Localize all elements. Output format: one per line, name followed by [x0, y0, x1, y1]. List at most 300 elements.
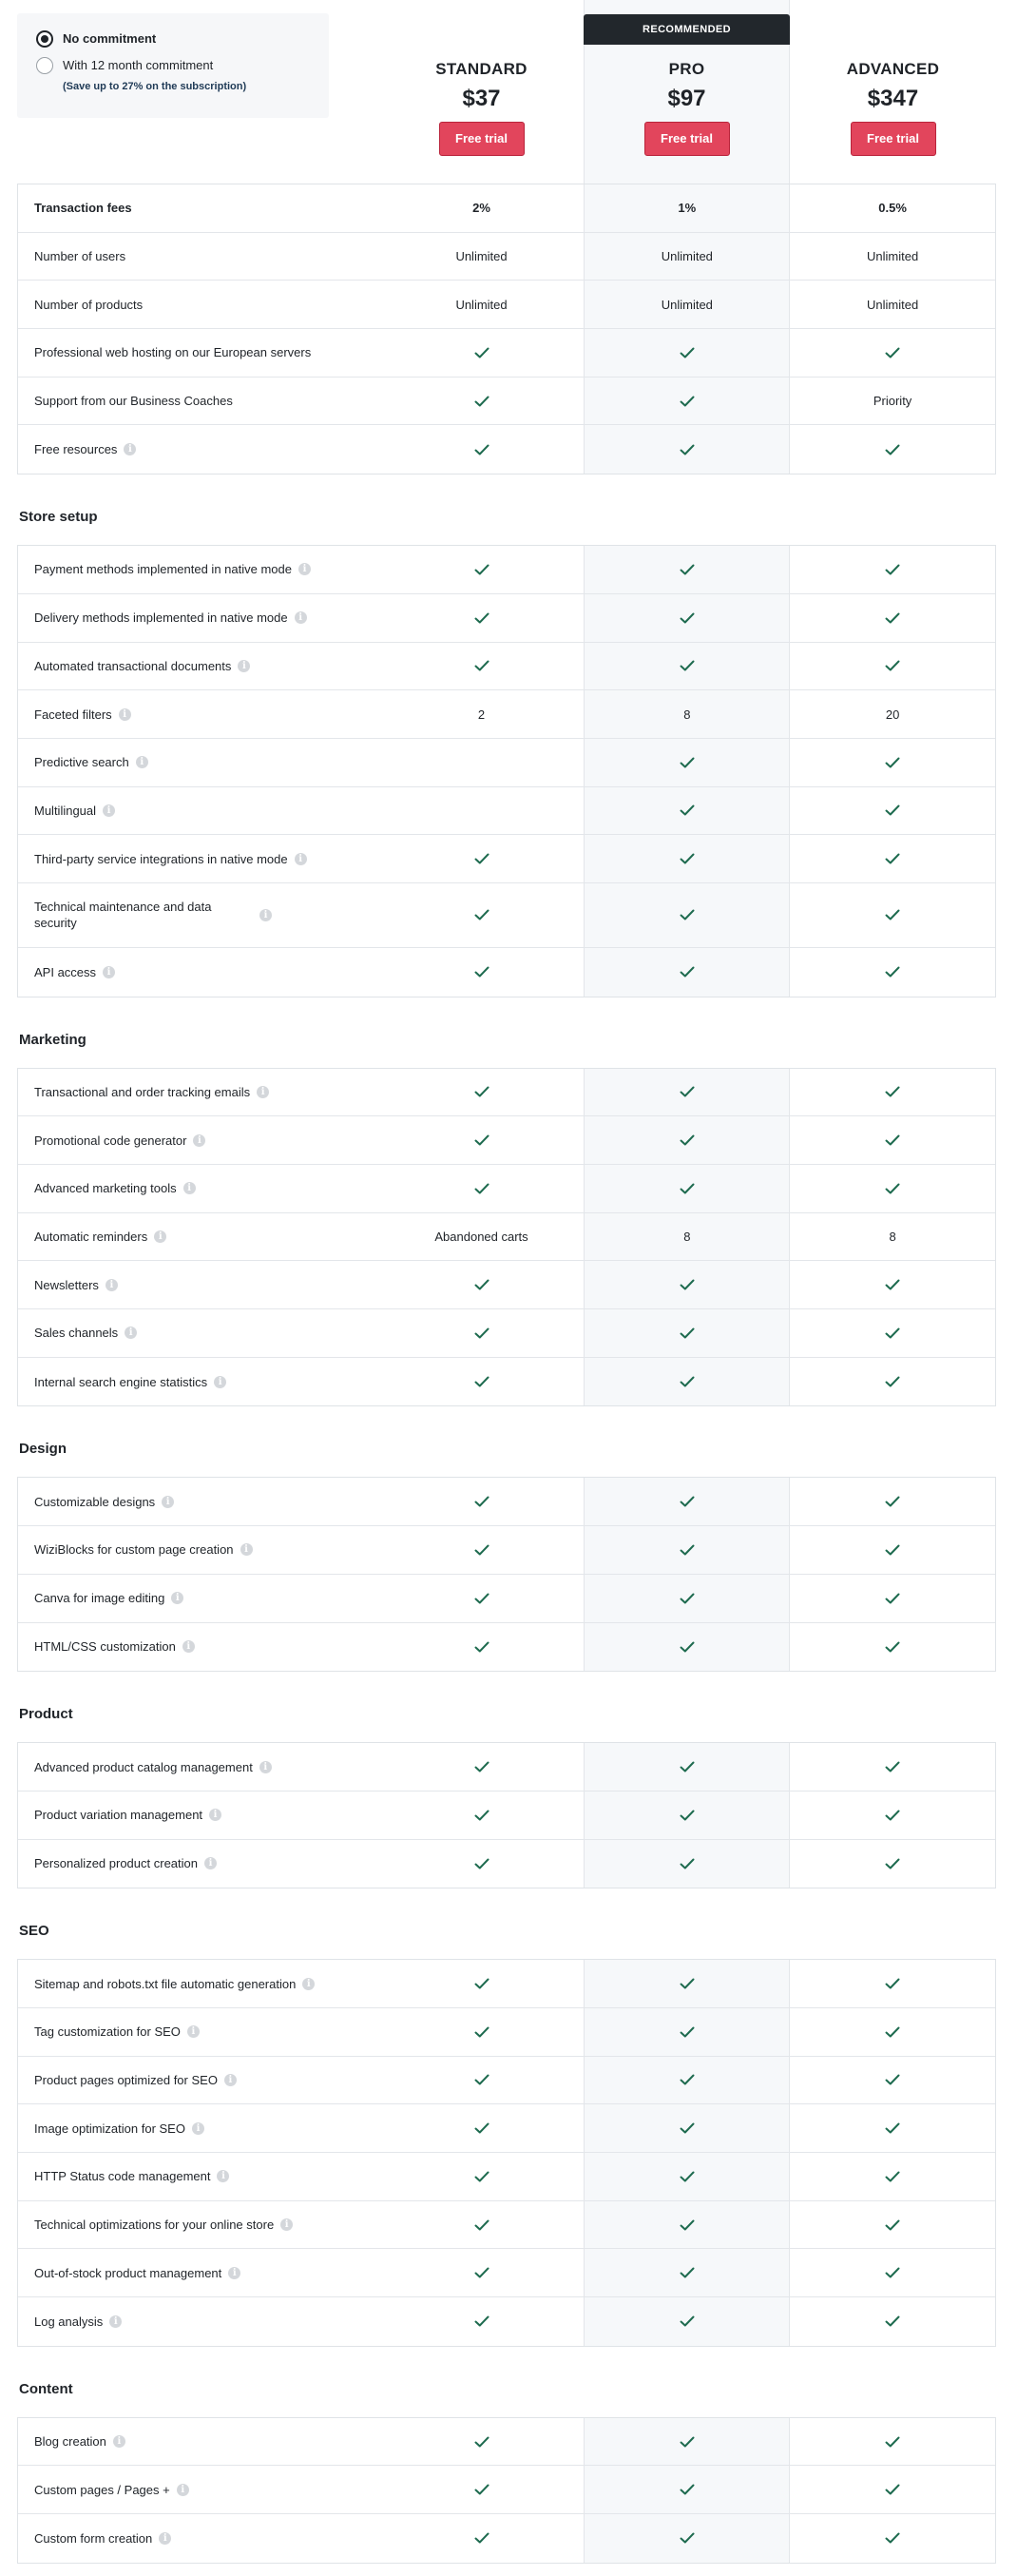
check-icon — [680, 1496, 695, 1507]
value-text: 8 — [683, 707, 691, 722]
check-icon — [474, 1978, 489, 1989]
check-icon — [680, 347, 695, 358]
info-icon[interactable]: i — [136, 756, 148, 768]
feature-value-pro — [584, 2297, 790, 2346]
check-icon — [885, 853, 900, 864]
feature-name-cell — [18, 1165, 379, 1212]
feature-name-cell — [18, 1743, 379, 1791]
check-icon — [680, 1761, 695, 1772]
check-icon — [474, 1858, 489, 1869]
feature-value-standard — [379, 739, 585, 786]
check-icon — [474, 1761, 489, 1772]
info-icon[interactable]: i — [259, 1761, 272, 1773]
check-icon — [680, 1327, 695, 1339]
feature-table — [17, 184, 996, 475]
check-icon — [680, 1086, 695, 1097]
feature-name: Customizable designs — [34, 1494, 156, 1509]
check-icon — [885, 909, 900, 920]
feature-name: HTTP Status code management — [34, 2169, 211, 2184]
feature-value-standard — [379, 2466, 585, 2513]
info-icon[interactable]: i — [298, 563, 311, 575]
table-row — [18, 2008, 995, 2057]
check-icon — [680, 2026, 695, 2038]
feature-value-advanced — [790, 1575, 995, 1622]
feature-value-pro — [584, 2201, 790, 2249]
feature-value-pro — [584, 378, 790, 425]
feature-name: Internal search engine statistics — [34, 1374, 208, 1389]
table-row — [18, 1165, 995, 1213]
feature-name: Number of products — [34, 297, 144, 312]
feature-value-advanced — [790, 2057, 995, 2104]
table-row — [18, 1213, 995, 1262]
feature-name: WiziBlocks for custom page creation — [34, 1542, 234, 1558]
check-icon — [885, 2267, 900, 2278]
check-icon — [885, 660, 900, 671]
feature-name-cell — [18, 2418, 379, 2466]
info-icon[interactable]: i — [193, 1134, 205, 1147]
feature-value-pro — [584, 2008, 790, 2056]
option-12-month-commitment[interactable] — [36, 57, 310, 95]
check-icon — [680, 2484, 695, 2495]
table-row — [18, 835, 995, 883]
value-text: 1% — [678, 201, 697, 216]
feature-name: Sales channels — [34, 1326, 119, 1341]
feature-name: Professional web hosting on our European servers — [34, 345, 312, 360]
check-icon — [885, 757, 900, 768]
table-row — [18, 948, 995, 997]
check-icon — [885, 1086, 900, 1097]
feature-name: Faceted filters — [34, 707, 112, 722]
feature-value-advanced — [790, 2008, 995, 2056]
feature-name: Transactional and order tracking emails — [34, 1084, 251, 1099]
check-icon — [680, 909, 695, 920]
table-row — [18, 1261, 995, 1309]
feature-name: Product pages optimized for SEO — [34, 2072, 218, 2087]
check-icon — [885, 2026, 900, 2038]
feature-name: Transaction fees — [34, 201, 132, 216]
table-row — [18, 594, 995, 643]
feature-name-cell — [18, 2297, 379, 2346]
check-icon — [885, 1761, 900, 1772]
table-row — [18, 2466, 995, 2514]
plan-name: STANDARD — [435, 60, 528, 78]
plan-standard — [378, 0, 585, 184]
check-icon — [680, 1134, 695, 1146]
feature-name: Newsletters — [34, 1277, 99, 1292]
feature-value-pro — [584, 425, 790, 474]
feature-name-cell — [18, 1309, 379, 1357]
table-row — [18, 1069, 995, 1117]
feature-value-pro — [584, 739, 790, 786]
plan-advanced — [790, 0, 996, 184]
check-icon — [680, 1858, 695, 1869]
check-icon — [474, 564, 489, 575]
info-icon[interactable]: i — [257, 1086, 269, 1098]
check-icon — [474, 909, 489, 920]
table-row — [18, 1116, 995, 1165]
check-icon — [885, 612, 900, 624]
feature-name: Free resources — [34, 442, 118, 457]
info-icon[interactable]: i — [295, 611, 307, 624]
info-icon[interactable]: i — [238, 660, 250, 672]
section-title: Product — [19, 1706, 73, 1723]
info-icon[interactable]: i — [302, 1978, 315, 1990]
info-icon[interactable]: i — [224, 2074, 237, 2086]
feature-value-pro — [584, 2057, 790, 2104]
feature-name-cell — [18, 1116, 379, 1164]
table-row — [18, 883, 995, 948]
info-icon[interactable]: i — [124, 443, 136, 455]
check-icon — [680, 660, 695, 671]
feature-name-cell — [18, 378, 379, 425]
feature-value-standard — [379, 1165, 585, 1212]
info-icon[interactable]: i — [119, 708, 131, 721]
check-icon — [680, 2171, 695, 2182]
recommended-badge: RECOMMENDED — [584, 14, 790, 45]
check-icon — [885, 1496, 900, 1507]
check-icon — [885, 1641, 900, 1653]
value-text: Unlimited — [661, 249, 713, 264]
check-icon — [680, 1183, 695, 1194]
check-icon — [885, 2532, 900, 2544]
feature-value-standard — [379, 1309, 585, 1357]
feature-value-standard — [379, 329, 585, 377]
info-icon[interactable]: i — [280, 2218, 293, 2231]
feature-value-standard — [379, 1840, 585, 1888]
feature-value-pro — [584, 1575, 790, 1622]
check-icon — [474, 2122, 489, 2134]
feature-value-advanced — [790, 378, 995, 425]
check-icon — [885, 347, 900, 358]
feature-value-pro — [584, 1623, 790, 1672]
feature-table — [17, 1959, 996, 2347]
check-icon — [474, 2026, 489, 2038]
feature-value-standard — [379, 2008, 585, 2056]
info-icon[interactable]: i — [217, 2170, 229, 2182]
check-icon — [474, 2219, 489, 2231]
feature-value-standard — [379, 643, 585, 690]
feature-value-advanced — [790, 1960, 995, 2007]
check-icon — [885, 1327, 900, 1339]
table-row — [18, 1960, 995, 2008]
value-text: 0.5% — [878, 201, 907, 216]
table-row — [18, 1792, 995, 1840]
feature-name-cell — [18, 233, 379, 281]
free-trial-button-standard[interactable]: Free trial — [439, 122, 525, 156]
table-row — [18, 281, 995, 329]
feature-value-pro — [584, 948, 790, 997]
value-text: Unlimited — [661, 297, 713, 312]
info-icon[interactable]: i — [228, 2267, 240, 2279]
check-icon — [680, 2074, 695, 2085]
value-text: 20 — [885, 707, 900, 722]
feature-value-standard — [379, 1526, 585, 1574]
info-icon[interactable]: i — [204, 1857, 217, 1869]
table-row — [18, 1743, 995, 1792]
free-trial-button-advanced[interactable]: Free trial — [851, 122, 936, 156]
check-icon — [680, 1810, 695, 1821]
feature-name: Sitemap and robots.txt file automatic generation — [34, 1976, 297, 1991]
feature-value-advanced — [790, 594, 995, 642]
table-row — [18, 2418, 995, 2467]
value-text: Unlimited — [867, 249, 919, 264]
info-icon[interactable]: i — [106, 1279, 118, 1291]
info-icon[interactable]: i — [214, 1376, 226, 1388]
info-icon[interactable]: i — [154, 1230, 166, 1243]
table-row — [18, 1840, 995, 1888]
feature-value-pro — [584, 1840, 790, 1888]
check-icon — [474, 2267, 489, 2278]
feature-value-standard — [379, 1478, 585, 1525]
feature-value-pro — [584, 2514, 790, 2563]
feature-name-cell — [18, 2008, 379, 2056]
check-icon — [885, 1134, 900, 1146]
check-icon — [474, 1327, 489, 1339]
table-row — [18, 233, 995, 281]
feature-value-standard — [379, 2297, 585, 2346]
check-icon — [474, 1544, 489, 1556]
free-trial-button-pro[interactable]: Free trial — [644, 122, 730, 156]
check-icon — [885, 1183, 900, 1194]
check-icon — [680, 2267, 695, 2278]
feature-name: Image optimization for SEO — [34, 2121, 185, 2136]
check-icon — [885, 2436, 900, 2448]
check-icon — [885, 2074, 900, 2085]
check-icon — [474, 853, 489, 864]
feature-name-cell — [18, 1792, 379, 1839]
feature-table — [17, 1742, 996, 1888]
feature-value-pro — [584, 1960, 790, 2007]
info-icon[interactable]: i — [177, 2484, 189, 2496]
feature-name-cell — [18, 1261, 379, 1308]
check-icon — [680, 2532, 695, 2544]
info-icon[interactable]: i — [182, 1640, 195, 1653]
feature-name: Log analysis — [34, 2314, 104, 2329]
feature-name: Technical optimizations for your online store — [34, 2218, 275, 2233]
value-text: Unlimited — [455, 297, 508, 312]
check-icon — [680, 2122, 695, 2134]
feature-name-cell — [18, 546, 379, 593]
feature-value-advanced — [790, 1069, 995, 1116]
feature-table — [17, 1477, 996, 1672]
feature-value-standard — [379, 787, 585, 835]
no-commitment-label: No commitment — [63, 31, 157, 46]
info-icon[interactable]: i — [103, 966, 115, 978]
feature-value-pro — [584, 787, 790, 835]
check-icon — [885, 2484, 900, 2495]
info-icon[interactable]: i — [183, 1182, 196, 1194]
option-no-commitment[interactable] — [36, 30, 310, 48]
feature-value-advanced — [790, 1309, 995, 1357]
feature-value-standard — [379, 425, 585, 474]
feature-sections — [17, 184, 996, 2564]
feature-value-pro — [584, 1261, 790, 1308]
feature-name: Advanced product catalog management — [34, 1759, 253, 1774]
info-icon[interactable]: i — [187, 2025, 200, 2038]
check-icon — [885, 966, 900, 978]
feature-value-standard — [379, 1116, 585, 1164]
feature-value-standard — [379, 2249, 585, 2296]
feature-name: Technical maintenance and data security — [34, 900, 212, 931]
feature-name: Third-party service integrations in native mode — [34, 851, 288, 866]
table-row — [18, 378, 995, 426]
commitment-selector — [17, 13, 329, 118]
feature-value-advanced — [790, 2466, 995, 2513]
feature-value-advanced — [790, 1526, 995, 1574]
feature-name: Blog creation — [34, 2434, 106, 2450]
feature-value-standard — [379, 1213, 585, 1261]
feature-name-cell — [18, 2201, 379, 2249]
feature-name: Number of users — [34, 249, 126, 264]
feature-value-pro — [584, 2153, 790, 2200]
feature-value-standard — [379, 2153, 585, 2200]
feature-value-advanced — [790, 883, 995, 947]
feature-name: Canva for image editing — [34, 1591, 165, 1606]
feature-name: Payment methods implemented in native mode — [34, 562, 292, 577]
feature-value-advanced — [790, 787, 995, 835]
feature-name: Tag customization for SEO — [34, 2024, 181, 2040]
info-icon[interactable]: i — [209, 1809, 221, 1821]
feature-value-advanced — [790, 546, 995, 593]
feature-value-standard — [379, 2201, 585, 2249]
table-row — [18, 1309, 995, 1358]
feature-name: Multilingual — [34, 803, 97, 818]
info-icon[interactable]: i — [171, 1592, 183, 1604]
info-icon[interactable]: i — [159, 2532, 171, 2545]
radio-no-commitment[interactable] — [36, 30, 53, 48]
feature-value-advanced — [790, 1116, 995, 1164]
feature-value-advanced — [790, 1358, 995, 1406]
table-row — [18, 1478, 995, 1526]
info-icon[interactable]: i — [103, 804, 115, 817]
info-icon[interactable]: i — [162, 1496, 174, 1508]
feature-name: API access — [34, 964, 97, 979]
check-icon — [885, 2171, 900, 2182]
check-icon — [680, 1544, 695, 1556]
table-row — [18, 739, 995, 787]
info-icon[interactable]: i — [259, 909, 272, 921]
feature-value-standard — [379, 184, 585, 232]
check-icon — [474, 1376, 489, 1387]
feature-name-cell — [18, 1623, 379, 1672]
check-icon — [474, 1183, 489, 1194]
feature-value-standard — [379, 690, 585, 738]
feature-name-cell — [18, 329, 379, 377]
feature-name: Advanced marketing tools — [34, 1181, 177, 1196]
feature-value-advanced — [790, 2104, 995, 2152]
pricing-comparison — [17, 0, 996, 2564]
feature-name-cell — [18, 883, 379, 947]
feature-value-standard — [379, 2514, 585, 2563]
plan-name: PRO — [668, 60, 705, 78]
feature-value-advanced — [790, 2297, 995, 2346]
feature-name-cell — [18, 2104, 379, 2152]
feature-name-cell — [18, 1840, 379, 1888]
check-icon — [680, 2219, 695, 2231]
feature-value-pro — [584, 1116, 790, 1164]
feature-value-standard — [379, 948, 585, 997]
feature-name: Automated transactional documents — [34, 658, 232, 673]
feature-value-advanced — [790, 281, 995, 328]
pricing-header — [17, 0, 996, 184]
info-icon[interactable]: i — [125, 1327, 137, 1339]
check-icon — [474, 2171, 489, 2182]
feature-value-advanced — [790, 233, 995, 281]
check-icon — [885, 2219, 900, 2231]
feature-value-pro — [584, 643, 790, 690]
info-icon[interactable]: i — [109, 2315, 122, 2328]
check-icon — [474, 1134, 489, 1146]
check-icon — [885, 1593, 900, 1604]
section-title: Store setup — [19, 509, 98, 526]
feature-value-advanced — [790, 1478, 995, 1525]
value-text: 8 — [683, 1230, 691, 1245]
feature-name-cell — [18, 1960, 379, 2007]
check-icon — [680, 612, 695, 624]
feature-value-pro — [584, 2466, 790, 2513]
feature-name: Custom form creation — [34, 2530, 153, 2546]
check-icon — [885, 1279, 900, 1290]
feature-value-pro — [584, 1213, 790, 1261]
info-icon[interactable]: i — [240, 1543, 253, 1556]
value-text: Priority — [873, 394, 912, 409]
value-text: Unlimited — [455, 249, 508, 264]
info-icon[interactable]: i — [192, 2122, 204, 2135]
table-row — [18, 1358, 995, 1406]
check-icon — [680, 396, 695, 407]
check-icon — [885, 1858, 900, 1869]
feature-value-pro — [584, 546, 790, 593]
feature-table — [17, 545, 996, 997]
table-row — [18, 1623, 995, 1672]
radio-12-month[interactable] — [36, 57, 53, 74]
feature-name-cell — [18, 2057, 379, 2104]
plan-price: $37 — [462, 86, 501, 111]
feature-value-standard — [379, 2057, 585, 2104]
check-icon — [474, 1496, 489, 1507]
section-title: Content — [19, 2380, 73, 2397]
info-icon[interactable]: i — [113, 2435, 125, 2448]
check-icon — [885, 1376, 900, 1387]
check-icon — [680, 2436, 695, 2448]
table-row — [18, 2514, 995, 2563]
info-icon[interactable]: i — [295, 853, 307, 865]
feature-name: Custom pages / Pages + — [34, 2482, 170, 2497]
feature-value-standard — [379, 2104, 585, 2152]
feature-name-cell — [18, 184, 379, 232]
check-icon — [885, 2122, 900, 2134]
check-icon — [680, 564, 695, 575]
feature-name-cell — [18, 2249, 379, 2296]
table-row — [18, 2057, 995, 2105]
feature-value-advanced — [790, 2201, 995, 2249]
feature-value-advanced — [790, 948, 995, 997]
feature-table — [17, 2417, 996, 2564]
check-icon — [474, 612, 489, 624]
feature-name-cell — [18, 1213, 379, 1261]
feature-value-pro — [584, 1069, 790, 1116]
feature-name-cell — [18, 2514, 379, 2563]
feature-value-advanced — [790, 2249, 995, 2296]
check-icon — [680, 1376, 695, 1387]
feature-value-standard — [379, 281, 585, 328]
check-icon — [474, 1279, 489, 1290]
feature-name: Predictive search — [34, 755, 129, 770]
table-row — [18, 690, 995, 739]
feature-value-standard — [379, 1575, 585, 1622]
feature-name-cell — [18, 1526, 379, 1574]
table-row — [18, 2297, 995, 2346]
